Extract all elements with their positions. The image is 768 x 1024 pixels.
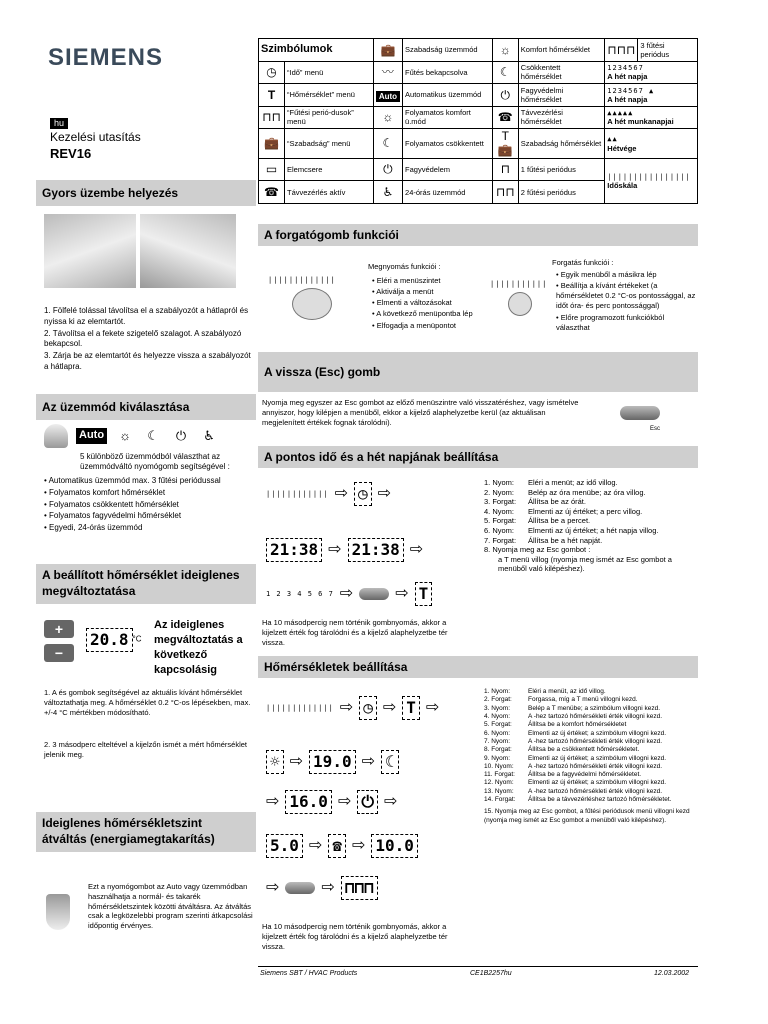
arrow-icon: ⇨ xyxy=(382,699,397,717)
timescale-icon: ||||||||||||| xyxy=(266,703,334,712)
esc-text: Nyomja meg egyszer az Esc gombot az előző menüszintre való visszatéréshez, vagy ismételve annyiszor, hogy kilépjen a menüből, ekkor a kijelző alaphelyzetbe kerül (az aktuálisan megjelenített értékek fognak tárolódni). xyxy=(262,398,579,427)
time-step: 8. Nyomja meg az Esc gombot : a T menü villog (nyomja meg ismét az Esc gombot a menüből való kilépéshez). xyxy=(484,545,672,574)
footer-line xyxy=(258,966,698,967)
temps-step: 1. Nyom: Eléri a menüt, az idő villog. xyxy=(484,688,606,695)
sun-icon: ☼ xyxy=(266,750,284,774)
sym-label: “Fűtési perió-dusok” menü xyxy=(285,106,374,129)
esc-button[interactable] xyxy=(359,588,389,600)
weekday-scale: 1 2 3 4 5 6 7 xyxy=(266,589,334,598)
temps-note: Ha 10 másodpercig nem történik gombnyomás, akkor a kijelzett érték fog tárolódni és a kijelző alaphelyzetbe tér vissza. xyxy=(262,922,448,951)
symbols-table xyxy=(258,38,698,204)
install-photo xyxy=(44,214,236,288)
sun-icon: ☼ xyxy=(119,428,131,444)
energy-text: Ezt a nyomógombot az Auto vagy üzemmódban használhatja a normál- és takarék hőmérsékletszintek közötti átváltásra. Az átváltás csak a legközelebbi program szerinti átkapcsolási időpontig érvényes. xyxy=(88,882,253,930)
section-knob: A forgatógomb funkciói xyxy=(258,224,698,246)
clock-icon: ◷ xyxy=(359,696,377,720)
flame-icon: 〰 xyxy=(373,61,402,84)
moon-icon: ☾ xyxy=(381,750,399,774)
temps-step: 3. Nyom: Belép a T menübe; a szimbólum villogni kezd. xyxy=(484,704,660,712)
mode-item: • Automatikus üzemmód max. 3 fűtési periódussal xyxy=(44,476,254,487)
sym-label: “Szabadság” menü xyxy=(285,129,374,159)
temp-text-2: 2. 3 másodperc elteltével a kijelzőn ismét a mért hőmérséklet jelenik meg. xyxy=(44,740,248,759)
time-step: 6. Nyom: Elmenti az új értéket; a hét napja villog. xyxy=(484,525,659,535)
temps-row-3 xyxy=(266,790,397,814)
period-menu-icon: ⊓⊓ xyxy=(259,106,285,129)
lang-badge: hu xyxy=(50,118,68,129)
temp-lcd: 5.0 xyxy=(266,834,303,858)
knob-turn-list xyxy=(556,270,696,334)
chair-icon: ♿ xyxy=(373,181,402,204)
moon-icon: ☾ xyxy=(373,129,402,159)
clock-icon: ◷ xyxy=(354,482,372,506)
t-icon: T xyxy=(415,582,433,606)
sym-label: Automatikus üzemmód xyxy=(403,84,493,107)
section-energy-save: Ideiglenes hőmérsékletszint átváltás (energiamegtakarítás) xyxy=(36,812,256,852)
temps-row-2 xyxy=(266,750,399,774)
arrow-icon: ⇨ xyxy=(425,699,440,717)
weekday-cell: 1234567 A hét napja xyxy=(605,61,698,84)
arrow-icon: ⇨ xyxy=(339,699,354,717)
time-lcd: 21:38 xyxy=(266,538,322,562)
time-lcd: 21:38 xyxy=(348,538,404,562)
sym-label: Fagyvédelem xyxy=(403,158,493,181)
temps-row-5 xyxy=(266,876,378,900)
sym-label: Komfort hőmérséklet xyxy=(518,39,605,62)
mode-item: • Egyedi, 24-órás üzemmód xyxy=(44,523,254,534)
time-sequence-3 xyxy=(266,582,432,606)
temps-step: 11. Forgat: Állítsa be a fagyvédelmi hőmérsékletet. xyxy=(484,771,642,779)
section-time: A pontos idő és a hét napjának beállítása xyxy=(258,446,698,468)
time-step: 3. Forgat: Állítsa be az órát. xyxy=(484,497,586,507)
section-quick-start: Gyors üzembe helyezés xyxy=(36,180,256,206)
sym-label: Fagyvédelmi hőmérséklet xyxy=(518,84,605,107)
chair-icon: ♿ xyxy=(203,428,215,444)
arrow-icon: ⇨ xyxy=(321,879,335,897)
knob-press-item: • A következő menüpontba lép xyxy=(372,309,482,319)
temps-step: 6. Nyom: Elmenti az új értéket; a szimbólum villogni kezd. xyxy=(484,729,667,737)
esc-label: Esc xyxy=(650,426,661,432)
temps-steps xyxy=(484,688,698,825)
quick-steps xyxy=(44,306,254,374)
arrow-icon: ⇨ xyxy=(361,753,375,771)
time-steps xyxy=(484,478,698,574)
knob-press-item: • Elfogadja a menüpontot xyxy=(372,321,482,331)
temps-step: 2. Forgat: Forgassa, míg a T menü villogni kezd. xyxy=(484,696,638,704)
model-name: REV16 xyxy=(50,146,92,161)
sym-label: 1 fűtési periódus xyxy=(518,158,605,181)
esc-button[interactable] xyxy=(620,406,660,420)
temps-step: 5. Forgat: Állítsa be a komfort hőmérsékletet xyxy=(484,721,627,729)
temps-row-1 xyxy=(266,696,439,720)
temps-row-4 xyxy=(266,834,418,858)
knob-turn-title: Forgatás funkciói : xyxy=(552,258,614,267)
plus-button[interactable]: + xyxy=(44,620,74,638)
power-icon: ⏻ xyxy=(357,790,378,814)
t-icon: T xyxy=(259,84,285,107)
sym-label: Szabadság üzemmód xyxy=(403,39,493,62)
arrow-icon: ⇨ xyxy=(337,793,352,811)
sym-label: “Hőmérséklet” menü xyxy=(285,84,374,107)
weekday-cell: ▲▲▲▲▲ A hét munkanapjai xyxy=(605,106,698,129)
arrow-icon: ⇨ xyxy=(266,793,280,811)
knob-press-title: Megnyomás funkciói : xyxy=(368,262,441,271)
temps-step: 13. Nyom: A -hez tartozó hőmérsékleti érték villogni kezd. xyxy=(484,787,663,795)
temps-step: 10. Nyom: A -hez tartozó hőmérsékleti érték villogni kezd. xyxy=(484,762,663,770)
eco-button-icon[interactable] xyxy=(46,894,70,930)
arrow-icon: ⇨ xyxy=(334,485,348,503)
quick-step: 3. Zárja be az elemtartót és helyezze vissza a szabályozót a hátlapra. xyxy=(44,351,251,371)
auto-mode-icon: Auto xyxy=(76,428,107,443)
temps-step: 14. Forgat: Állítsa be a távvezérléshez tartozó hőmérsékletet. xyxy=(484,796,672,804)
time-step: 1. Nyom: Eléri a menüt; az idő villog. xyxy=(484,478,618,487)
temp-lcd: 16.0 xyxy=(285,790,332,814)
sym-label: 2 fűtési periódus xyxy=(518,181,605,204)
mode-list xyxy=(44,476,254,535)
temps-step: 9. Nyom: Elmenti az új értéket; a szimbólum villogni kezd. xyxy=(484,754,667,762)
sym-label: 24-órás üzemmód xyxy=(403,181,493,204)
knob-turn-item: • Előre programozott funkciókból választhat xyxy=(556,313,696,333)
sym-label: Folyamatos komfort ü.mód xyxy=(403,106,493,129)
section-esc: A vissza (Esc) gomb xyxy=(258,352,698,392)
sym-label: “Idő” menü xyxy=(285,61,374,84)
knob-turn-item: • Egyik menüből a másikra lép xyxy=(556,270,696,280)
temps-step: 7. Nyom: A -hez tartozó hőmérsékleti érték villogni kezd. xyxy=(484,737,663,745)
sym-label: Fűtés bekapcsolva xyxy=(403,61,493,84)
arrow-icon: ⇨ xyxy=(339,585,354,603)
suitcase-icon: 💼 xyxy=(259,129,285,159)
temp-lcd: 19.0 xyxy=(309,750,356,774)
manual-title: Kezelési utasítás xyxy=(50,130,141,144)
section-temps: Hőmérsékletek beállítása xyxy=(258,656,698,678)
arrow-icon: ⇨ xyxy=(351,837,366,855)
sym-label: Folyamatos csökkentett xyxy=(403,129,493,159)
time-step: 4. Nyom: Elmenti az új értéket; a perc villog. xyxy=(484,506,643,516)
time-step: 5. Forgat: Állítsa be a percet. xyxy=(484,516,591,526)
esc-button[interactable] xyxy=(285,882,315,894)
knob-press-item: • Aktiválja a menüt xyxy=(372,287,482,297)
clock-icon: ◷ xyxy=(259,61,285,84)
time-step: 2. Nyom: Belép az óra menübe; az óra villog. xyxy=(484,487,646,497)
minus-button[interactable]: − xyxy=(44,644,74,662)
mode-icons xyxy=(44,424,219,448)
period1-icon: ⊓ xyxy=(492,158,518,181)
knob-press-item: • Elmenti a változásokat xyxy=(372,298,482,308)
power-icon: ⏻ xyxy=(492,84,518,107)
arrow-icon: ⇨ xyxy=(377,485,392,503)
arrow-icon: ⇨ xyxy=(395,585,409,603)
power-icon: ⏻ xyxy=(175,428,187,444)
temp-caption: Az ideiglenes megváltoztatás a következő kapcsolásig xyxy=(154,619,243,676)
brand-logo: SIEMENS xyxy=(48,44,164,71)
sym-label: Elemcsere xyxy=(285,158,374,181)
quick-step: 2. Távolítsa el a fekete szigetelő szalagot. A szabályozó bekapcsol. xyxy=(44,328,242,349)
sym-label: 3 fűtési periódus xyxy=(638,39,698,62)
sym-label: Távvezérlés aktív xyxy=(285,181,374,204)
knob-press-item: • Eléri a menüszintet xyxy=(372,276,482,286)
section-temp-change: A beállított hőmérséklet ideiglenes megváltoztatása xyxy=(36,564,256,604)
knob-turn-icon: ||||||||||| xyxy=(490,280,547,316)
moon-icon: ☾ xyxy=(492,61,518,84)
phone-icon: ☎ xyxy=(328,834,346,858)
mode-item: • Folyamatos fagyvédelmi hőmérséklet xyxy=(44,511,254,522)
time-step: 7. Forgat: Állítsa be a hét napját. xyxy=(484,535,603,545)
plus-minus-buttons xyxy=(44,620,74,662)
time-sequence-1 xyxy=(266,482,391,506)
temp-lcd: 20.8 $^{^\circ C}$ xyxy=(86,628,142,652)
temps-final: 15. Nyomja meg az Esc gombot, a fűtési periódusok menü villogni kezd (nyomja meg ismét az Esc gombot a menüből való kilépéshez). xyxy=(484,808,690,824)
t-icon: T xyxy=(402,696,420,720)
arrow-icon: ⇨ xyxy=(308,837,323,855)
battery-icon: ▭ xyxy=(259,158,285,181)
timescale-icon: |||||||||||| xyxy=(266,489,329,498)
knob-press-list xyxy=(372,276,482,332)
knob-turn-item: • Beállítja a kívánt értékeket (a hőmérsékletet 0.2 °C-os pontossággal, az időt óra- és perc pontossággal) xyxy=(556,281,696,311)
sun-icon: ☼ xyxy=(373,106,402,129)
phone-icon: ☎ xyxy=(492,106,518,129)
weekday-cell: ▲▲ Hétvége xyxy=(605,129,698,159)
mode-button-icon[interactable] xyxy=(44,424,68,448)
sym-label: Csökkentett hőmérséklet xyxy=(518,61,605,84)
arrow-icon: ⇨ xyxy=(266,879,280,897)
arrow-icon: ⇨ xyxy=(409,541,424,559)
timescale-cell: |||||||||||||||| Időskála xyxy=(605,158,698,203)
period3-icon: ⊓⊓⊓ xyxy=(605,39,638,62)
temp-lcd: 10.0 xyxy=(371,834,418,858)
sun-icon: ☼ xyxy=(492,39,518,62)
moon-icon: ☾ xyxy=(147,428,159,444)
phone-icon: ☎ xyxy=(259,181,285,204)
temps-step: 8. Forgat: Állítsa be a csökkentett hőmérsékletet. xyxy=(484,746,640,754)
quick-step: 1. Fölfelé tolással távolítsa el a szabályozót a hátlapról és nyissa ki az elemtartót. xyxy=(44,306,249,326)
footer-company: Siemens SBT / HVAC Products xyxy=(260,970,358,977)
mode-item: • Folyamatos csökkentett hőmérséklet xyxy=(44,500,254,511)
sym-label: Szabadság hőmérséklet xyxy=(518,129,605,159)
arrow-icon: ⇨ xyxy=(289,753,304,771)
time-note: Ha 10 másodpercig nem történik gombnyomás, akkor a kijelzett érték fog tárolódni és a kijelző alaphelyzetbe tér vissza. xyxy=(262,618,448,647)
sym-label: Távvezérlési hőmérséklet xyxy=(518,106,605,129)
weekday-cell: 1234567 ▲ A hét napja xyxy=(605,84,698,107)
temps-step: 12. Nyom: Elmenti az új értéket; a szimbólum villogni kezd. xyxy=(484,779,667,787)
arrow-icon: ⇨ xyxy=(384,793,398,811)
footer-date: 12.03.2002 xyxy=(654,970,690,977)
period2-icon: ⊓⊓ xyxy=(492,181,518,204)
time-sequence-2 xyxy=(266,538,423,562)
symbols-title: Szimbólumok xyxy=(259,39,374,62)
period3-icon: ⊓⊓⊓ xyxy=(341,876,378,900)
auto-icon: Auto xyxy=(373,84,402,107)
arrow-icon: ⇨ xyxy=(328,541,342,559)
mode-intro: 5 különböző üzemmódból választhat az üzemmódváltó nyomógomb segítségével : xyxy=(80,452,230,471)
suitcase-icon: 💼 xyxy=(373,39,402,62)
knob-press-icon: ||||||||||||| xyxy=(268,276,336,320)
section-mode-select: Az üzemmód kiválasztása xyxy=(36,394,256,420)
mode-item: • Folyamatos komfort hőmérséklet xyxy=(44,488,254,499)
footer-doc-id: CE1B2257hu xyxy=(470,970,512,977)
power-icon: ⏻ xyxy=(373,158,402,181)
temp-text-1: 1. A és gombok segítségével az aktuális kívánt hőmérséklet változtathatja meg. A hőmérséklet 0.2 °C-os lépésekben, max. +/-4 °C mértékben módosítható. xyxy=(44,688,251,717)
holiday-temp-icon: T💼 xyxy=(492,129,518,159)
temps-step: 4. Nyom: A -hez tartozó hőmérsékleti érték villogni kezd. xyxy=(484,712,663,720)
